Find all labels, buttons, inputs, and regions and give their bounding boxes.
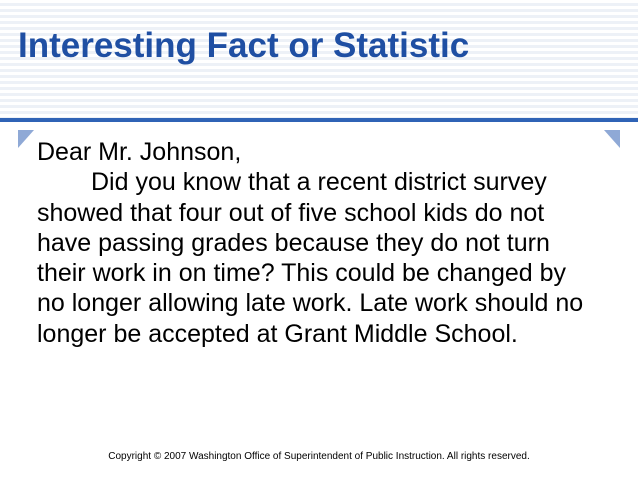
left-corner-triangle-icon <box>18 130 34 148</box>
body-paragraph: Did you know that a recent district survey showed that four out of five school kids do not have passing grades because they do not turn their work in on time? This could be changed by no longer allowing late work. Late work should no longer be accepted at Grant Middle School. <box>37 168 584 348</box>
right-corner-triangle-icon <box>604 130 620 148</box>
copyright-footer: Copyright © 2007 Washington Office of Superintendent of Public Instruction. All rights reserved. <box>108 451 530 462</box>
slide-body <box>37 137 597 349</box>
title-divider <box>0 118 638 122</box>
greeting-line: Dear Mr. Johnson, <box>37 138 242 166</box>
slide-title: Interesting Fact or Statistic <box>18 26 470 65</box>
